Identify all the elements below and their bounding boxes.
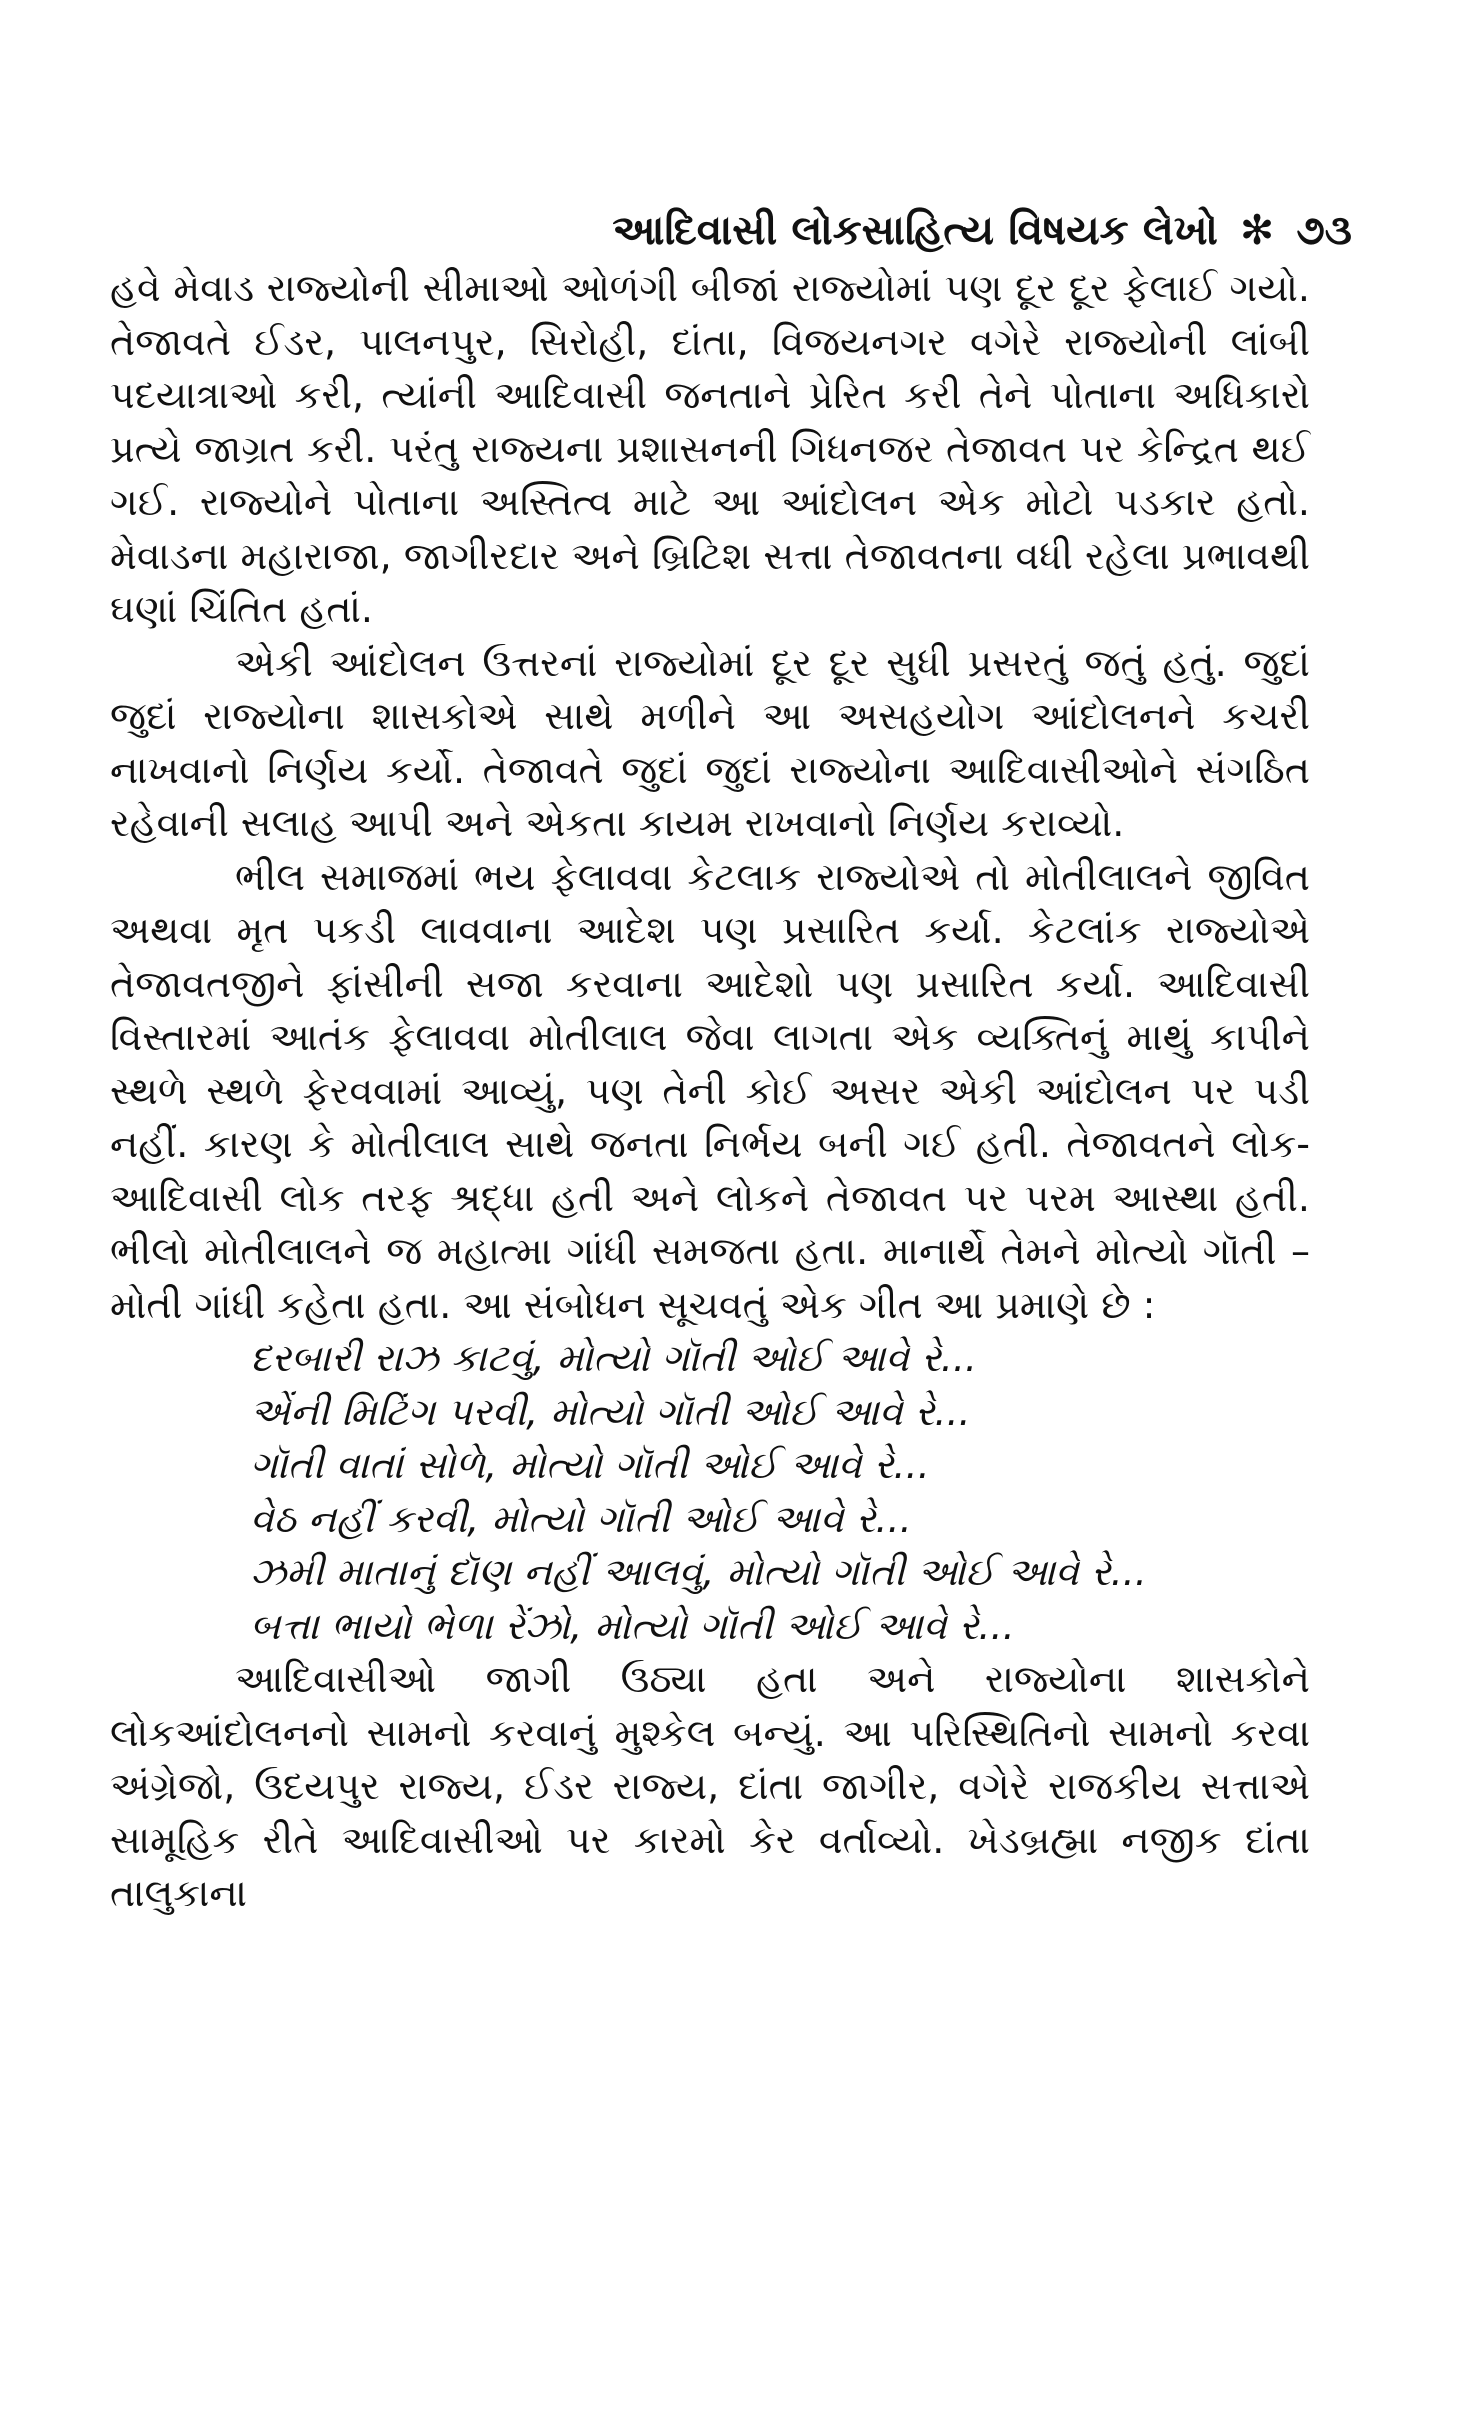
paragraph-1: હવે મેવાડ રાજ્યોની સીમાઓ ઓળંગી બીજાં રાજ્યોમાં પણ દૂર દૂર ફેલાઈ ગયો. તેજાવતે ઈડર, પાલનપુર, સિરોહી, દાંતા, વિજયનગર વગેરે રાજ્યોની લાંબી પદયાત્રાઓ કરી, ત્યાંની આદિવાસી જનતાને પ્રેરિત કરી તેને પોતાના અધિકારો પ્રત્યે જાગ્રત કરી. પરંતુ રાજ્યના પ્રશાસનની ગિધનજર તેજાવત પર કેન્દ્રિત થઈ ગઈ. રાજ્યોને પોતાના અસ્તિત્વ માટે આ આંદોલન એક મોટો પડકાર હતો. મેવાડના મહારાજા, જાગીરદાર અને બ્રિટિશ સત્તા તેજાવતના વધી રહેલા પ્રભાવથી ઘણાં ચિંતિત હતાં. bbox=[110, 266, 1310, 631]
page-body bbox=[110, 262, 1310, 1921]
song-line-2: એંની મિટિંગ પરવી, મોત્યો ગૉતી ઓઈ આવે રે... bbox=[250, 1389, 971, 1434]
running-header bbox=[110, 200, 1352, 260]
song-line-5: ઝમી માતાનું દૉણ નહીં આલવું, મોત્યો ગૉતી ઓઈ આવે રે... bbox=[250, 1550, 1147, 1594]
paragraph-2: એકી આંદોલન ઉત્તરનાં રાજ્યોમાં દૂર દૂર સુધી પ્રસરતું જતું હતું. જુદાં જુદાં રાજ્યોના શાસકોએ સાથે મળીને આ અસહયોગ આંદોલનને કચરી નાખવાનો નિર્ણય કર્યો. તેજાવતે જુદાં જુદાં રાજ્યોના આદિવાસીઓને સંગઠિત રહેવાની સલાહ આપી અને એકતા કાયમ રાખવાનો નિર્ણય કરાવ્યો. bbox=[110, 640, 1310, 845]
song-line-1: દરબારી રાઝ કાટવું, મોત્યો ગૉતી ઓઈ આવે રે... bbox=[250, 1336, 978, 1380]
asterisk-separator-icon: ✻ bbox=[1239, 206, 1275, 254]
song-line-3: ગૉતી વાતાં સોળે, મોત્યો ગૉતી ઓઈ આવે રે... bbox=[250, 1443, 930, 1487]
header-title: આદિવાસી લોકસાહિત્ય વિષયક લેખો bbox=[612, 205, 1218, 254]
song-verse bbox=[110, 1332, 1310, 1653]
song-line-4: વેઠ નહીં કરવી, મોત્યો ગૉતી ઓઈ આવે રે... bbox=[250, 1496, 912, 1541]
paragraph-3: ભીલ સમાજમાં ભય ફેલાવવા કેટલાક રાજ્યોએ તો મોતીલાલને જીવિત અથવા મૃત પકડી લાવવાના આદેશ પણ પ્રસારિત કર્યા. કેટલાંક રાજ્યોએ તેજાવતજીને ફાંસીની સજા કરવાના આદેશો પણ પ્રસારિત કર્યા. આદિવાસી વિસ્તારમાં આતંક ફેલાવવા મોતીલાલ જેવા લાગતા એક વ્યક્તિનું માથું કાપીને સ્થળે સ્થળે ફેરવવામાં આવ્યું, પણ તેની કોઈ અસર એકી આંદોલન પર પડી નહીં. કારણ કે મોતીલાલ સાથે જનતા નિર્ભય બની ગઈ હતી. તેજાવતને લોક-આદિવાસી લોક તરફ શ્રદ્ધા હતી અને લોકને તેજાવત પર પરમ આસ્થા હતી. ભીલો મોતીલાલને જ મહાત્મા ગાંધી સમજતા હતા. માનાર્થે તેમને મોત્યો ગૉતી – મોતી ગાંધી કહેતા હતા. આ સંબોધન સૂચવતું એક ગીત આ પ્રમાણે છે : bbox=[110, 854, 1310, 1327]
song-line-6: બત્તા ભાયો ભેળા રેંઝો, મોત્યો ગૉતી ઓઈ આવે રે... bbox=[250, 1603, 1015, 1648]
page-number: ૭૩ bbox=[1296, 205, 1352, 254]
paragraph-4: આદિવાસીઓ જાગી ઉઠ્યા હતા અને રાજ્યોના શાસકોને લોકઆંદોલનનો સામનો કરવાનું મુશ્કેલ બન્યું. આ પરિસ્થિતિનો સામનો કરવા અંગ્રેજો, ઉદયપુર રાજ્ય, ઈડર રાજ્ય, દાંતા જાગીર, વગેરે રાજકીય સત્તાએ સામૂહિક રીતે આદિવાસીઓ પર કારમો કેર વર્તાવ્યો. ખેડબ્રહ્મા નજીક દાંતા તાલુકાના bbox=[110, 1657, 1310, 1915]
